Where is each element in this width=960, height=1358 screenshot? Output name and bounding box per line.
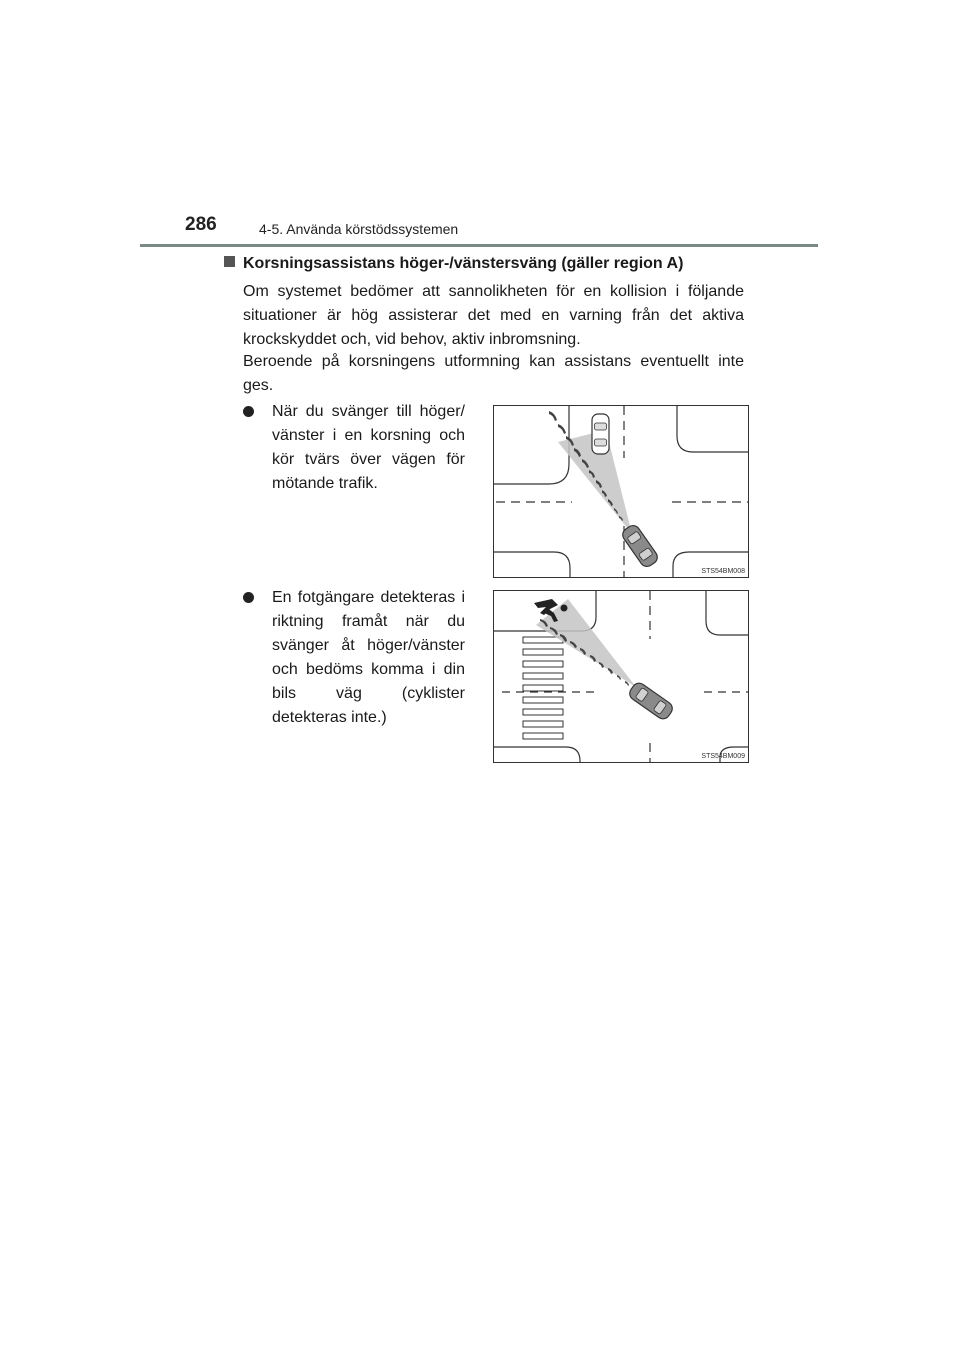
own-car-icon [620,523,660,569]
bullet-text: När du svänger till höger/ vänster i en korsning och kör tvärs över vägen för mötande trafik. [272,403,465,492]
note-paragraph: Beroende på korsningens utformning kan assistans eventuellt inte ges. [243,353,744,394]
section-heading-text: Korsningsassistans höger-/vänstersväng (gäller region A) [243,255,684,272]
bullet-dot-icon [243,406,254,417]
intro-paragraph: Om systemet bedömer att sannolikheten för en kollision i följande situationer är hög assisterar det med en varning från det aktiva krockskyddet och, vid behov, aktiv inbromsning. [243,283,744,348]
intersection-oncoming-illustration [494,406,749,578]
own-car-icon [627,680,675,721]
figure-pedestrian-turn [493,590,749,763]
oncoming-car-icon [592,414,609,454]
figure-oncoming-turn [493,405,749,578]
page-number: 286 [185,214,217,235]
square-bullet-icon [224,256,235,267]
section-heading [224,255,754,273]
bullet-item-oncoming-traffic [243,400,465,496]
intersection-pedestrian-illustration [494,591,749,763]
header-divider [140,244,818,247]
bullet-dot-icon [243,592,254,603]
figure-code: STS54BM009 [701,753,745,760]
bullet-item-pedestrian [243,586,465,730]
section-title: 4-5. Använda körstödssystemen [259,221,459,237]
figure-code: STS54BM008 [701,568,745,575]
bullet-text: En fotgängare detekteras i riktning framåt när du svänger åt höger/vänster och bedöms komma i din bils väg (cyklister detekteras inte.) [272,589,465,726]
